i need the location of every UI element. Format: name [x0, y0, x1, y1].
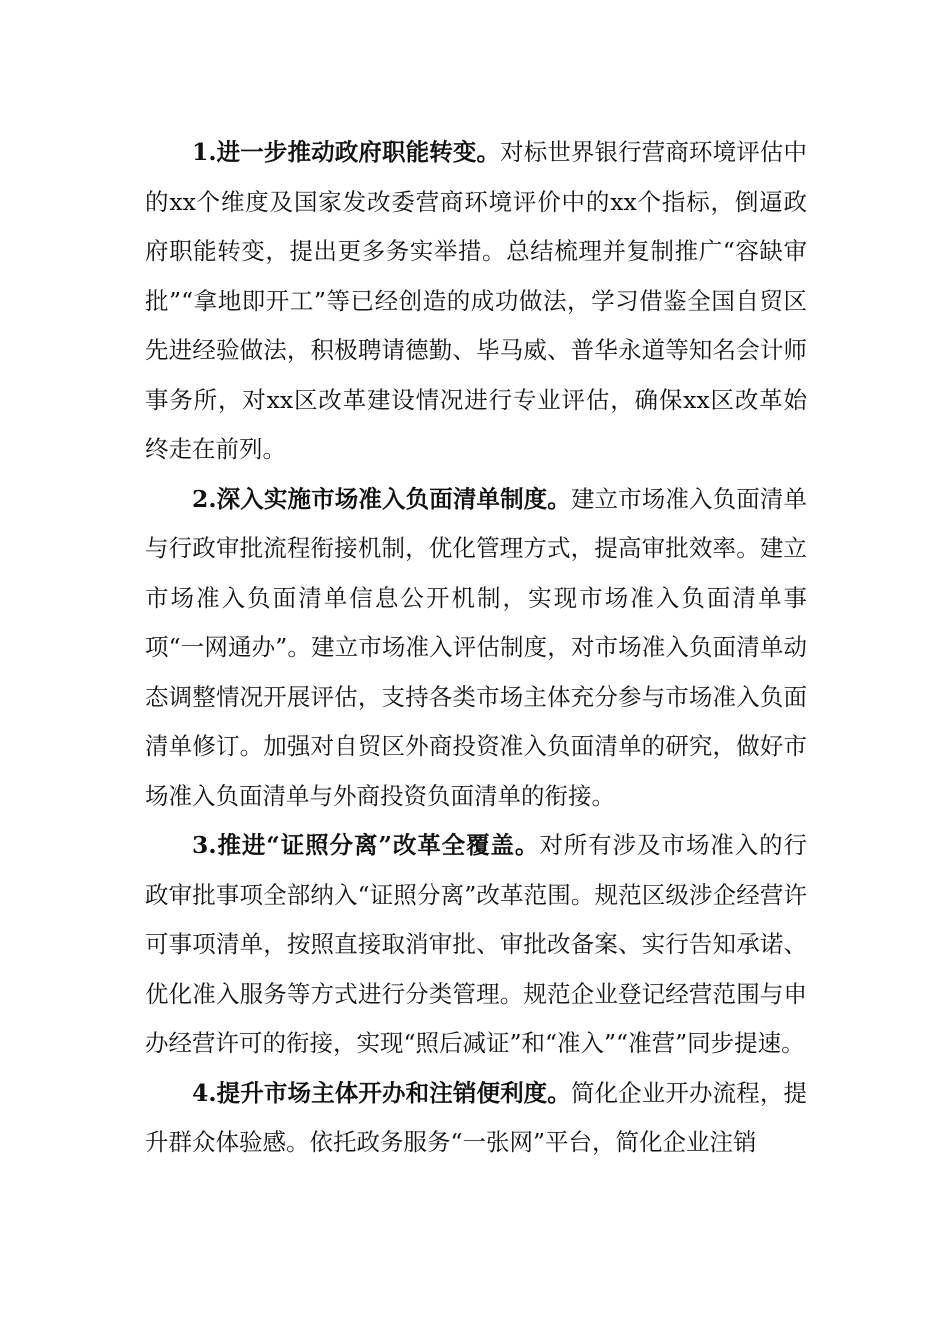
paragraph-2-body: 建立市场准入负面清单与行政审批流程衔接机制，优化管理方式，提高审批效率。建立市场准入负面清单信息公开机制，实现市场准入负面清单事项“一网通办”。建立市场准入评估制度，对市场准入负面清单动态调整情况开展评估，支持各类市场主体充分参与市场准入负面清单修订。加强对自贸区外商投资准入负面清单的研究，做好市场准入负面清单与外商投资负面清单的衔接。 — [145, 484, 808, 810]
paragraph-3 — [145, 821, 807, 1069]
paragraph-3-body: 对所有涉及市场准入的行政审批事项全部纳入“证照分离”改革范围。规范区级涉企经营许可事项清单，按照直接取消审批、审批改备案、实行告知承诺、优化准入服务等方式进行分类管理。规范企业登记经营范围与申办经营许可的衔接，实现“照后减证”和“准入”“准营”同步提速。 — [145, 831, 807, 1057]
paragraph-1 — [145, 128, 807, 475]
paragraph-3-heading: 3.推进“证照分离”改革全覆盖。 — [192, 831, 540, 859]
paragraph-4-body: 简化企业开办流程，提升群众体验感。依托政务服务“一张网”平台，简化企业注销 — [145, 1078, 808, 1156]
paragraph-2-heading: 2.深入实施市场准入负面清单制度。 — [192, 484, 571, 513]
paragraph-1-heading: 1.进一步推动政府职能转变。 — [192, 138, 501, 166]
paragraph-1-body: 对标世界银行营商环境评估中的xx个维度及国家发改委营商环境评价中的xx个指标，倒逼政府职能转变，提出更多务实举措。总结梳理并复制推广“容缺审批”“拿地即开工”等已经创造的成功做法，学习借鉴全国自贸区先进经验做法，积极聘请德勤、毕马威、普华永道等知名会计师事务所，对xx区改革建设情况进行专业评估，确保xx区改革始终走在前列。 — [145, 138, 807, 463]
paragraph-4-heading: 4.提升市场主体开办和注销便利度。 — [192, 1078, 571, 1107]
document-page — [145, 128, 807, 1168]
paragraph-4 — [145, 1069, 807, 1168]
paragraph-2 — [145, 475, 807, 822]
